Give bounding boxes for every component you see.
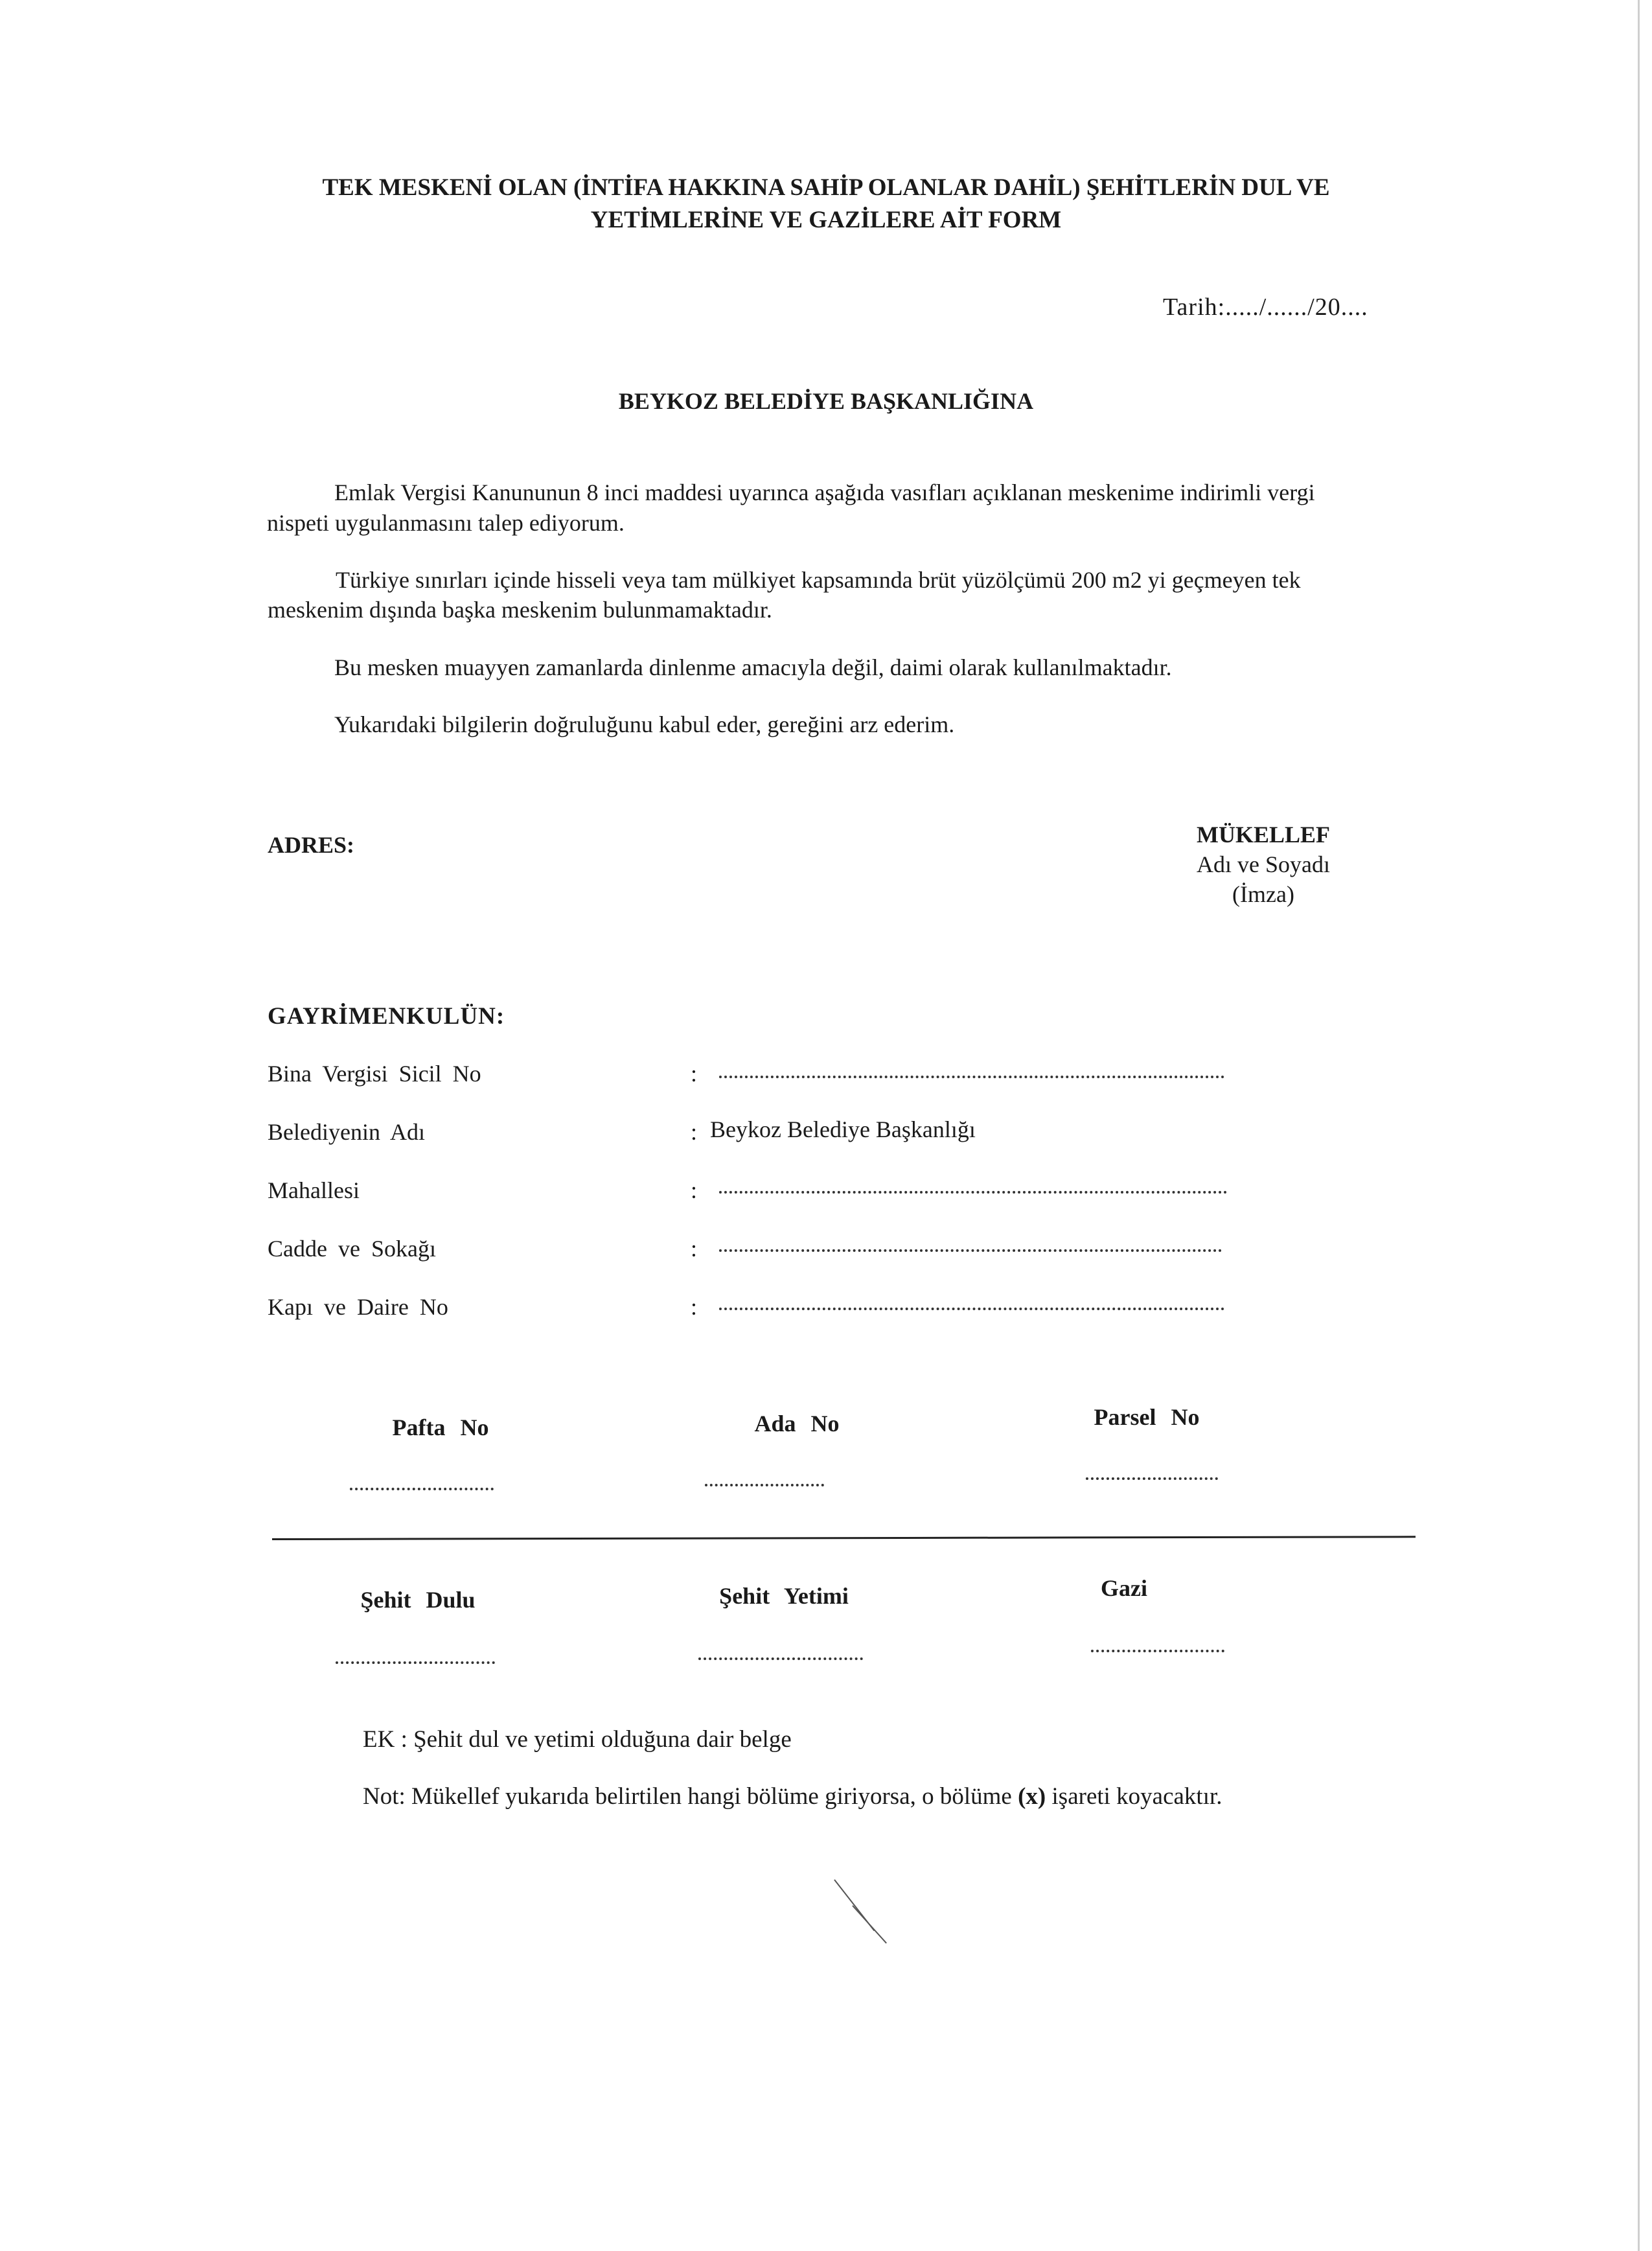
instruction-note [363, 1781, 1222, 1813]
field-colon: : [691, 1236, 698, 1262]
field-label-door-no: Kapı ve Daire No [268, 1294, 448, 1320]
pen-mark [852, 1905, 887, 1943]
signature-name-label: Adı ve Soyadı [1197, 851, 1330, 877]
form-title-line-2: YETİMLERİNE VE GAZİLERE AİT FORM [590, 207, 1062, 233]
sehit-dulu-input[interactable] [336, 1661, 495, 1664]
pafta-input[interactable] [350, 1488, 494, 1490]
field-label-building-tax-no: Bina Vergisi Sicil No [268, 1061, 481, 1087]
field-label-municipality: Belediyenin Adı [268, 1119, 425, 1145]
field-colon: : [691, 1294, 698, 1320]
paragraph-1-line-2: nispeti uygulanmasını talep ediyorum. [267, 510, 625, 536]
street-input[interactable] [719, 1249, 1222, 1252]
gazi-input[interactable] [1091, 1650, 1224, 1652]
pafta-label: Pafta No [392, 1414, 489, 1440]
sehit-yetimi-input[interactable] [698, 1657, 863, 1660]
field-colon: : [691, 1177, 698, 1203]
ada-input[interactable] [705, 1484, 824, 1486]
parsel-input[interactable] [1086, 1477, 1218, 1480]
door-no-input[interactable] [719, 1308, 1224, 1310]
paragraph-2-line-1: Türkiye sınırları içinde hisseli veya tam mülkiyet kapsamında brüt yüzölçümü 200 m2 yi geçmeyen tek [336, 567, 1301, 593]
field-colon: : [691, 1119, 698, 1145]
signature-sign-label: (İmza) [1232, 881, 1294, 907]
address-label: ADRES: [268, 832, 355, 858]
scan-edge [1638, 0, 1640, 2251]
section-divider [272, 1536, 1416, 1540]
property-section-label: GAYRİMENKULÜN: [268, 1003, 505, 1030]
instruction-note-mark: (x) [1018, 1783, 1046, 1810]
signature-block[interactable] [1101, 820, 1425, 909]
field-label-street: Cadde ve Sokağı [268, 1236, 436, 1262]
instruction-note-prefix: Not: Mükellef yukarıda belirtilen hangi bölüme giriyorsa, o bölüme [363, 1783, 1012, 1810]
municipality-value: Beykoz Belediye Başkanlığı [710, 1116, 976, 1142]
building-tax-no-input[interactable] [719, 1076, 1224, 1078]
instruction-note-suffix: işareti koyacaktır. [1051, 1783, 1222, 1810]
recipient-heading: BEYKOZ BELEDİYE BAŞKANLIĞINA [618, 388, 1034, 414]
paragraph-1-line-1: Emlak Vergisi Kanununun 8 inci maddesi uyarınca aşağıda vasıfları açıklanan meskenime indirimli vergi [334, 479, 1315, 505]
gazi-label: Gazi [1101, 1575, 1147, 1601]
signature-title: MÜKELLEF [1196, 822, 1330, 848]
paragraph-4: Yukarıdaki bilgilerin doğruluğunu kabul eder, gereğini arz ederim. [334, 711, 955, 737]
sehit-dulu-label: Şehit Dulu [360, 1587, 476, 1613]
date-field[interactable]: Tarih:...../....../20.... [1163, 294, 1368, 321]
paragraph-2-line-2: meskenim dışında başka meskenim bulunmamaktadır. [268, 597, 772, 623]
ada-label: Ada No [754, 1411, 840, 1437]
paragraph-3: Bu mesken muayyen zamanlarda dinlenme amacıyla değil, daimi olarak kullanılmaktadır. [334, 654, 1172, 680]
form-title-line-1: TEK MESKENİ OLAN (İNTİFA HAKKINA SAHİP OLANLAR DAHİL) ŞEHİTLERİN DUL VE [322, 174, 1330, 201]
neighborhood-input[interactable] [719, 1191, 1227, 1194]
field-colon: : [691, 1061, 698, 1087]
field-label-neighborhood: Mahallesi [268, 1177, 360, 1203]
sehit-yetimi-label: Şehit Yetimi [719, 1583, 849, 1609]
attachment-note: EK : Şehit dul ve yetimi olduğuna dair belge [363, 1726, 792, 1753]
parsel-label: Parsel No [1094, 1404, 1200, 1430]
